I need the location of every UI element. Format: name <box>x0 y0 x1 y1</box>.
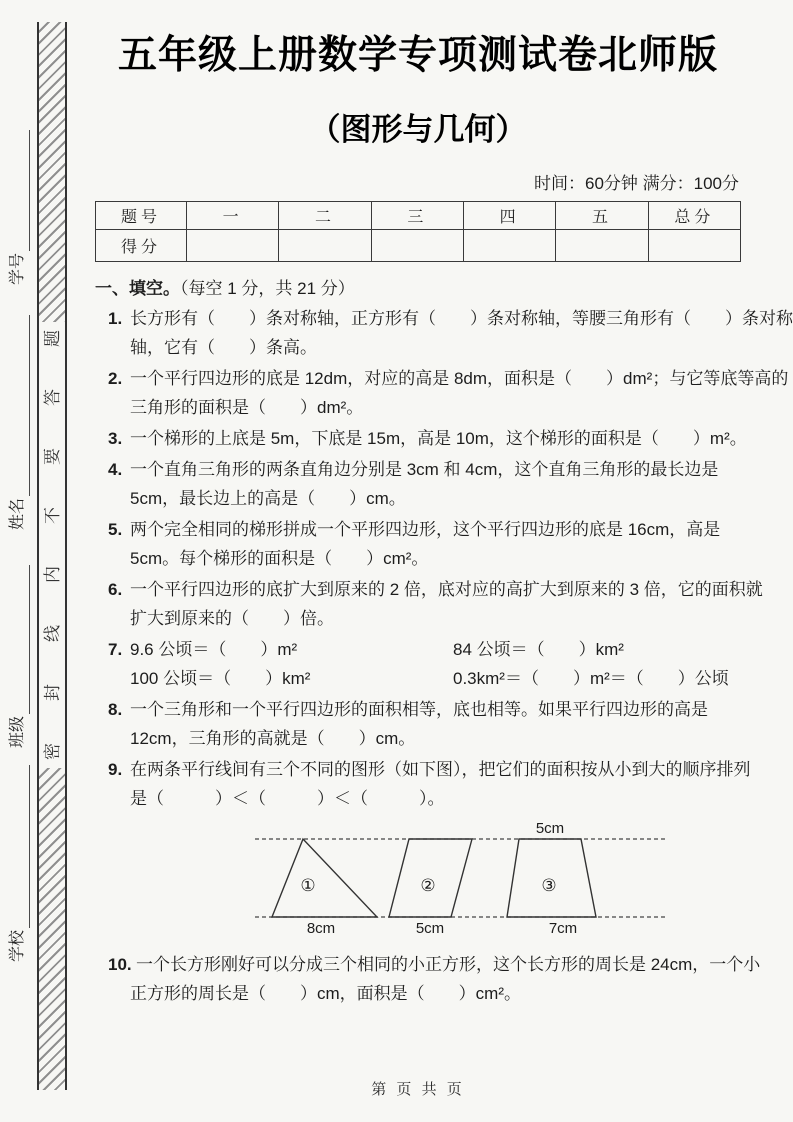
question-text: 三角形的面积是（ ）dm²。 <box>130 398 364 417</box>
question-8 <box>95 695 741 753</box>
col-five: 五 <box>556 202 648 230</box>
score-cell <box>463 230 555 262</box>
seal-char: 要 <box>42 448 62 465</box>
triangle-base-dimension: 8cm <box>306 920 336 937</box>
seal-char: 密 <box>42 743 62 760</box>
question-number-header: 题号 <box>96 202 187 230</box>
score-table <box>95 201 741 262</box>
student-name-blank-line <box>10 315 30 496</box>
school-field <box>6 765 30 962</box>
question-3 <box>95 424 747 453</box>
question-text: 一个平行四边形的底是 12dm，对应的高是 8dm，面积是（ ）dm²；与它等底等高的 <box>130 369 789 388</box>
school-blank-line <box>10 765 30 928</box>
question-9-figure <box>245 819 677 946</box>
shape-2-label: ② <box>420 876 436 895</box>
question-text: 84 公顷＝（ ）km² <box>453 640 624 659</box>
question-5 <box>95 515 741 573</box>
section-title: 一、填空。 <box>95 279 180 298</box>
question-2 <box>95 364 789 422</box>
parallelogram-base-dimension: 5cm <box>415 920 445 937</box>
student-id-field <box>6 130 30 285</box>
question-text: 一个平行四边形的底扩大到原来的 2 倍，底对应的高扩大到原来的 3 倍，它的面积就 <box>130 580 763 599</box>
score-table-header-row <box>96 202 741 230</box>
seal-line-strip <box>37 22 67 1090</box>
score-cell <box>371 230 463 262</box>
question-7 <box>95 635 741 693</box>
question-number: 1. <box>108 309 123 328</box>
question-number: 2. <box>108 369 123 388</box>
question-4 <box>95 455 741 513</box>
question-10 <box>95 950 761 1008</box>
question-text: 12cm，三角形的高就是（ ）cm。 <box>130 729 416 748</box>
col-two: 二 <box>279 202 371 230</box>
score-cell <box>556 230 648 262</box>
student-id-blank-line <box>10 130 30 251</box>
col-total: 总分 <box>648 202 740 230</box>
question-number: 9. <box>108 760 123 779</box>
question-text: 一个梯形的上底是 5m，下底是 15m，高是 10m，这个梯形的面积是（ ）m²。 <box>130 429 747 448</box>
question-text: 轴，它有（ ）条高。 <box>130 338 317 357</box>
question-text: 在两条平行线间有三个不同的图形（如下图），把它们的面积按从小到大的顺序排列 <box>130 760 751 779</box>
seal-line-text <box>39 322 65 768</box>
class-blank-line <box>10 565 30 714</box>
question-text: 扩大到原来的（ ）倍。 <box>130 609 334 628</box>
page-footer: 第 页 共 页 <box>371 1081 465 1098</box>
score-cell <box>187 230 279 262</box>
seal-char: 内 <box>42 566 62 583</box>
question-text: 一个直角三角形的两条直角边分别是 3cm 和 4cm，这个直角三角形的最长边是 <box>130 460 719 479</box>
triangle-shape <box>272 839 377 917</box>
hatch-marks-top <box>39 22 65 322</box>
question-number: 3. <box>108 429 123 448</box>
question-text: 5cm，最长边上的高是（ ）cm。 <box>130 489 406 508</box>
question-text: 一个长方形刚好可以分成三个相同的小正方形，这个长方形的周长是 24cm，一个小 <box>136 955 761 974</box>
question-text: 5cm。每个梯形的面积是（ ）cm²。 <box>130 549 429 568</box>
student-name-label: 姓名 <box>9 497 26 530</box>
section-one-heading <box>95 274 741 304</box>
seal-char: 封 <box>42 684 62 701</box>
question-number: 10. <box>108 955 132 974</box>
seal-char: 不 <box>42 507 62 524</box>
score-cell <box>648 230 740 262</box>
class-field <box>6 565 30 748</box>
question-text: 0.3km²＝（ ）m²＝（ ）公顷 <box>453 669 729 688</box>
seal-char: 线 <box>42 625 62 642</box>
question-6 <box>95 575 763 633</box>
score-label: 得分 <box>96 230 187 262</box>
seal-char: 答 <box>42 389 62 406</box>
page-subtitle: （图形与几何） <box>309 112 527 147</box>
question-number: 6. <box>108 580 123 599</box>
seal-char: 题 <box>42 330 62 347</box>
question-number: 5. <box>108 520 123 539</box>
test-paper <box>95 14 793 1010</box>
question-text: 长方形有（ ）条对称轴，正方形有（ ）条对称轴，等腰三角形有（ ）条对称 <box>130 309 793 328</box>
question-text: 是（ ）＜（ ）＜（ ）。 <box>130 789 445 808</box>
page-title: 五年级上册数学专项测试卷北师版 <box>117 34 718 77</box>
question-text: 两个完全相同的梯形拼成一个平形四边形，这个平行四边形的底是 16cm，高是 <box>130 520 721 539</box>
question-number: 4. <box>108 460 123 479</box>
question-number: 8. <box>108 700 123 719</box>
question-text: 100 公顷＝（ ）km² <box>130 669 311 688</box>
question-text: 9.6 公顷＝（ ）m² <box>130 640 298 659</box>
section-note: （每空 1 分，共 21 分） <box>180 279 355 298</box>
hatch-marks-bottom <box>39 768 65 1090</box>
question-9 <box>95 755 751 813</box>
col-four: 四 <box>463 202 555 230</box>
question-number: 7. <box>108 640 123 659</box>
time-and-score-info: 时间：60分钟 满分：100分 <box>534 174 739 193</box>
parallel-lines-shapes-diagram <box>245 819 677 941</box>
school-label: 学校 <box>9 929 26 962</box>
question-text: 一个三角形和一个平行四边形的面积相等，底也相等。如果平行四边形的高是 <box>130 700 708 719</box>
trapezoid-base-dimension: 7cm <box>548 920 578 937</box>
student-id-label: 学号 <box>9 252 26 285</box>
col-three: 三 <box>371 202 463 230</box>
question-1 <box>95 304 793 362</box>
student-name-field <box>6 315 30 530</box>
score-table-score-row <box>96 230 741 262</box>
question-text: 正方形的周长是（ ）cm，面积是（ ）cm²。 <box>130 984 521 1003</box>
score-cell <box>279 230 371 262</box>
shape-1-label: ① <box>300 876 316 895</box>
col-one: 一 <box>187 202 279 230</box>
shape-3-label: ③ <box>541 876 557 895</box>
class-label: 班级 <box>9 715 26 748</box>
trapezoid-top-dimension: 5cm <box>535 820 565 837</box>
